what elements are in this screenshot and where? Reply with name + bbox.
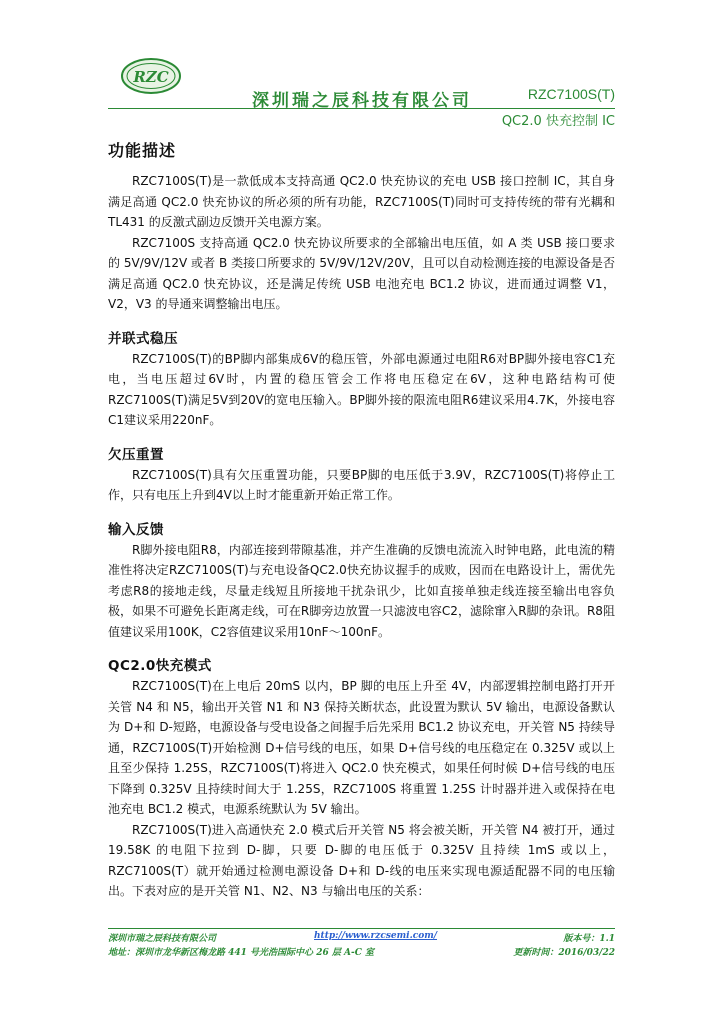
logo-text: RZC — [133, 68, 169, 86]
footer-row-1 — [108, 929, 615, 943]
section-paragraph: RZC7100S(T)在上电后 20mS 以内，BP 脚的电压上升至 4V，内部逻辑控制电路打开开关管 N4 和 N5，输出开关管 N1 和 N3 保持关断状态，此设置为默认 5V 输出，电源设备默认为 D+和 D-短路，电源设备与受电设备之间握手后先采用 BC1.2 协议充电，开关管 N5 持续导通，RZC7100S(T)开始检测 D+信号线的电压，如果 D+信号线的电压稳定在 0.325V 或以上且至少保持 1.25S，RZC7100S(T)将进入 QC2.0 快充模式，如果任何时候 D+信号线的电压下降到 0.325V 且持续时间大于 1.25S，RZC7100S 将重置 1.25S 计时器并进入或保持在电池充电 BC1.2 模式，电源系统默认为 5V 输出。 — [108, 679, 615, 816]
section-qc20-mode — [108, 654, 615, 902]
section-heading: 欠压重置 — [108, 446, 164, 463]
section-paragraph: R脚外接电阻R8，内部连接到带隙基准，并产生准确的反馈电流流入时钟电路，此电流的精准性将决定RZC7100S(T)与充电设备QC2.0快充协议握手的成败，因而在电路设计上，需优先考虑R8的接地走线，尽量走线短且所接地干扰杂讯少，比如直接单独走线连接至输出电容负极，如果不可避免长距离走线，可在R脚旁边放置一只滤波电容C2，滤除窜入R脚的杂讯。R8阻值建议采用100K，C2容值建议采用10nF～100nF。 — [108, 542, 615, 639]
page-footer — [108, 928, 615, 957]
header-rule — [108, 108, 615, 109]
section-heading: 输入反馈 — [108, 521, 164, 538]
product-subtitle: QC2.0 快充控制 IC — [501, 114, 615, 129]
section-input-feedback — [108, 518, 615, 643]
page-header — [108, 52, 615, 129]
section-heading: QC2.0快充模式 — [108, 658, 212, 674]
section-shunt-regulator — [108, 327, 615, 431]
company-name: 深圳瑞之辰科技有限公司 — [252, 91, 472, 111]
section-paragraph: RZC7100S(T)进入高通快充 2.0 模式后开关管 N5 将会被关断，开关管 N4 被打开，通过 19.58K 的电阻下拉到 D-脚，只要 D-脚的电压低于 0.325V 且持续 1mS 或以上，RZC7100S(T）就开始通过检测电源设备 D+和 D-线的电压来实现电源适配器不同的电压输出。下表对应的是开关管 N1、N2、N3 与输出电压的关系： — [108, 822, 615, 898]
footer-company: 深圳市瑞之辰科技有限公司 — [108, 934, 217, 944]
section-uvlo — [108, 443, 615, 506]
footer-updated: 更新时间：2016/03/22 — [513, 948, 615, 958]
section-paragraph: RZC7100S(T)具有欠压重置功能，只要BP脚的电压低于3.9V，RZC7100S(T)将停止工作，只有电压上升到4V以上时才能重新开始正常工作。 — [108, 467, 615, 502]
intro-paragraph-1: RZC7100S(T)是一款低成本支持高通 QC2.0 快充协议的充电 USB 接口控制 IC，其自身满足高通 QC2.0 快充协议的所必须的所有功能，RZC7100S(T)同时可支持传统的带有光耦和 TL431 的反激式副边反馈开关电源方案。 — [108, 174, 615, 229]
footer-website-link[interactable]: http://www.rzcsemi.com/ — [314, 931, 438, 941]
model-number: RZC7100S(T) — [527, 86, 615, 102]
rzc-logo — [120, 56, 182, 96]
intro-paragraph-2: RZC7100S 支持高通 QC2.0 快充协议所要求的全部输出电压值，如 A 类 USB 接口要求的 5V/9V/12V 或者 B 类接口所要求的 5V/9V/12V/20V，且可以自动检测连接的电源设备是否满足高通 QC2.0 快充协议，还是满足传统 USB 电池充电 BC1.2 协议，进而通过调整 V1，V2，V3 的导通来调整输出电压。 — [108, 235, 615, 311]
page-title: 功能描述 — [108, 141, 177, 160]
main-content — [108, 138, 615, 902]
footer-row-2 — [108, 943, 615, 957]
footer-address: 地址：深圳市龙华新区梅龙路 441 号光浩国际中心 26 层 A-C 室 — [108, 948, 374, 958]
footer-version: 版本号：1.1 — [563, 934, 615, 944]
section-heading: 并联式稳压 — [108, 330, 178, 347]
section-paragraph: RZC7100S(T)的BP脚内部集成6V的稳压管，外部电源通过电阻R6对BP脚外接电容C1充电，当电压超过6V时，内置的稳压管会工作将电压稳定在6V，这种电路结构可使 RZC7100S(T)满足5V到20V的宽电压输入。BP脚外接的限流电阻R6建议采用4.7K，外接电容C1建议采用220nF。 — [108, 351, 615, 427]
